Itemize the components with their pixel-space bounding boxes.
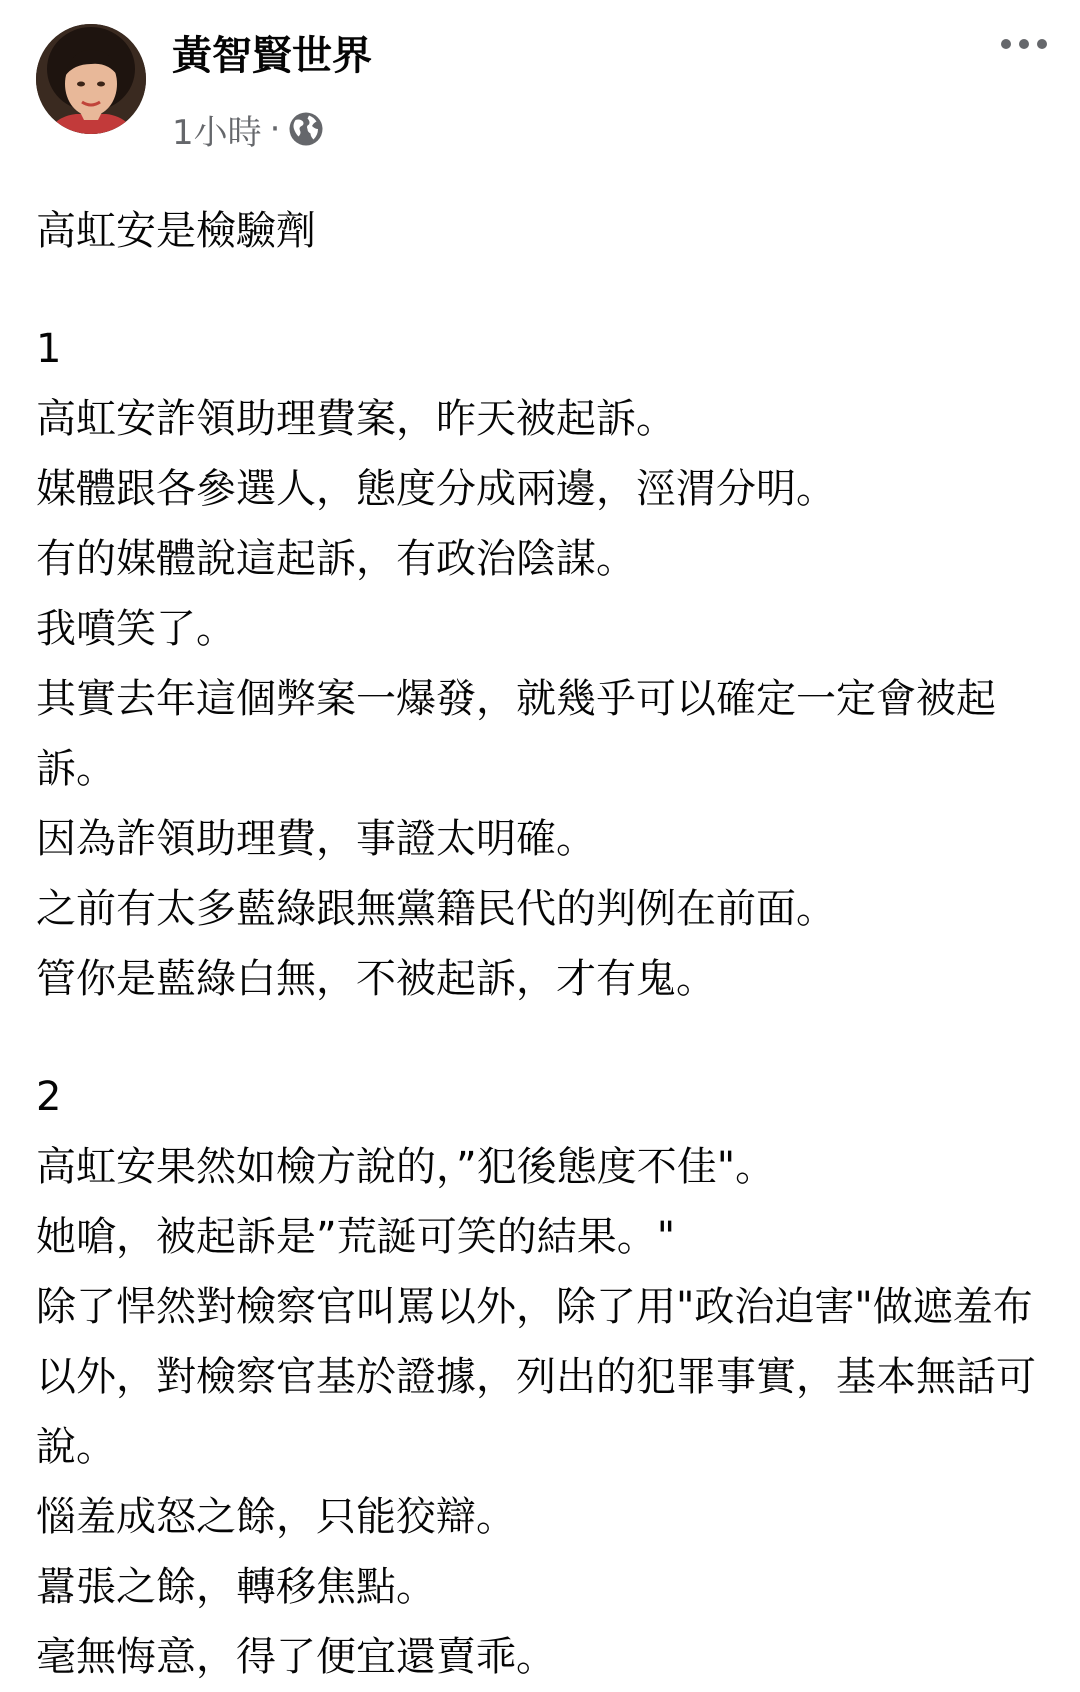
more-options-button[interactable] — [996, 28, 1052, 60]
post-header — [0, 0, 1080, 153]
post-section-2 — [36, 1062, 1046, 1692]
section-number: 1 — [36, 326, 62, 372]
post-line: 媒體跟各參選人，態度分成兩邊，涇渭分明。 — [36, 466, 836, 512]
post-line: 她嗆，被起訴是”荒誕可笑的結果。" — [36, 1214, 676, 1260]
post-timestamp[interactable]: 1小時 — [172, 112, 262, 153]
globe-icon[interactable] — [288, 111, 324, 147]
meta-separator: · — [269, 109, 281, 149]
author-name[interactable]: 黃智賢世界 — [172, 33, 372, 79]
post-line: 有的媒體說這起訴，有政治陰謀。 — [36, 536, 636, 582]
post-line: 因為詐領助理費，事證太明確。 — [36, 816, 596, 862]
post-line: 高虹安詐領助理費案，昨天被起訴。 — [36, 396, 676, 442]
post-line: 我噴笑了。 — [36, 606, 236, 652]
post-line: 其實去年這個弊案一爆發，就幾乎可以確定一定會被起訴。 — [36, 676, 996, 792]
post-line: 之前有太多藍綠跟無黨籍民代的判例在前面。 — [36, 886, 836, 932]
post-line: 惱羞成怒之餘，只能狡辯。 — [36, 1494, 516, 1540]
post-line: 除了悍然對檢察官叫罵以外，除了用"政治迫害"做遮羞布以外，對檢察官基於證據，列出的犯罪事實，基本無話可說。 — [36, 1284, 1036, 1470]
section-number: 2 — [36, 1074, 62, 1120]
post-title: 高虹安是檢驗劑 — [36, 208, 316, 254]
post-meta — [172, 106, 324, 152]
post-section-1 — [36, 314, 1046, 1014]
author-avatar[interactable] — [36, 24, 146, 134]
more-options-icon — [1000, 38, 1048, 50]
post-body — [36, 196, 1046, 1692]
avatar-photo — [36, 24, 146, 134]
post-line: 囂張之餘，轉移焦點。 — [36, 1564, 436, 1610]
post-line: 管你是藍綠白無，不被起訴，才有鬼。 — [36, 956, 716, 1002]
post-line: 高虹安果然如檢方說的，”犯後態度不佳"。 — [36, 1144, 776, 1190]
post-line: 毫無悔意，得了便宜還賣乖。 — [36, 1634, 556, 1680]
